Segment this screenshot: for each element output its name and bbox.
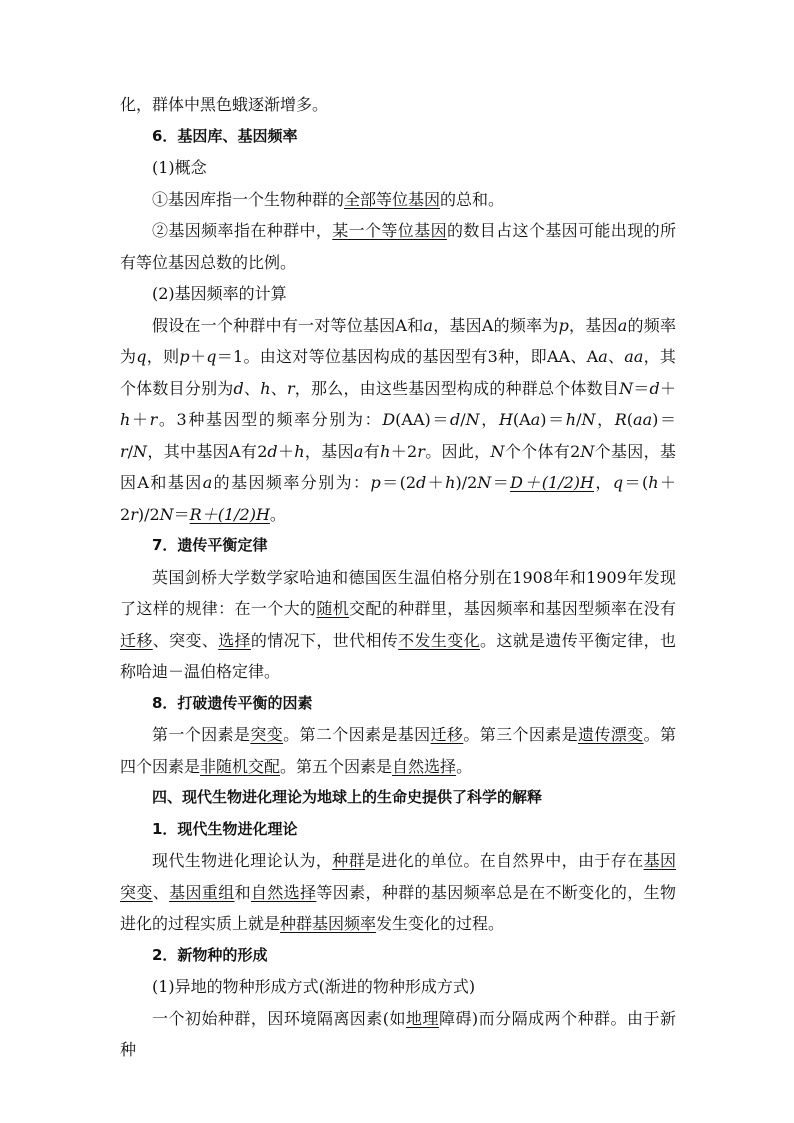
sub-heading: (1)异地的物种形成方式(渐进的物种形成方式) [152, 977, 476, 996]
text: 、突变、 [152, 630, 219, 650]
text: ＝ [633, 378, 650, 398]
text: ( [626, 410, 634, 429]
math-variable: N [490, 441, 505, 461]
section-heading: 1．现代生物进化理论 [152, 819, 298, 838]
text: 、 [243, 378, 261, 398]
text: ， [479, 410, 499, 429]
math-variable: N [133, 441, 148, 461]
text: 英国剑桥大学数学家哈迪和德国医生温伯格分别在1908年和1909年发现了这样的规律：在一个大的 [120, 567, 676, 618]
text: ，基因A的频率为 [432, 315, 559, 335]
text: )/2 [137, 504, 160, 524]
text: ＋2 [120, 473, 676, 524]
text: 一个初始种群，因环境隔离因素(如 [152, 1008, 406, 1028]
text: ， [594, 473, 613, 492]
text: 障碍)而分隔成两个种群。由于新种 [120, 1008, 676, 1059]
text: ①基因库指一个生物种群的 [152, 189, 345, 209]
math-variable: d [450, 410, 461, 429]
text: 个基因，基因A和基因 [120, 441, 676, 492]
text: / [576, 410, 582, 429]
text: ＋ [426, 473, 446, 492]
text: 的频率为 [120, 315, 676, 366]
text: ，基因 [568, 315, 618, 335]
underlined-term: 选择 [218, 630, 251, 650]
paragraph [120, 845, 676, 940]
text: ，基因 [304, 441, 354, 461]
math-variable: N [477, 473, 492, 492]
underlined-term: 种群基因频率 [280, 914, 377, 933]
math-variable: d [267, 441, 278, 461]
text: (AA)＝ [395, 410, 451, 429]
text: ＋ [277, 441, 295, 461]
text: 等因素，种群的基因频率总是在不断变化的，生物进化的过程实质上就是 [120, 882, 676, 933]
underlined-term: 非随机交配 [200, 756, 281, 776]
text: 、 [152, 882, 170, 902]
text: (A [512, 410, 531, 429]
text: 的总和。 [440, 189, 505, 209]
text: )/2 [455, 473, 478, 492]
text: ＝ [491, 473, 511, 492]
text: 个个体有2 [504, 441, 581, 461]
text: 。 [269, 504, 286, 524]
paragraph [120, 184, 676, 216]
underlined-term: 地理 [406, 1008, 439, 1028]
text: ，其中基因A有2 [147, 441, 268, 461]
text: ，其个体数目分别为 [120, 347, 676, 398]
text: ，则 [146, 347, 180, 366]
math-variable: h [260, 378, 271, 398]
text: 。第二个因素是基因 [283, 725, 431, 744]
text: 。第五个因素是 [280, 756, 393, 776]
math-variable: r [130, 504, 138, 524]
underlined-term: 某一个等位基因 [332, 221, 447, 240]
paragraph [120, 215, 676, 278]
text: 。因此， [424, 441, 491, 461]
underlined-term: 基因重组 [169, 882, 235, 902]
math-variable: R [614, 410, 627, 429]
math-variable: h [120, 410, 131, 429]
math-variable: N [159, 504, 174, 524]
underlined-term: 遗传漂变 [578, 725, 644, 744]
math-variable: h [565, 410, 577, 429]
math-variable: a [353, 441, 364, 461]
underlined-term: 全部等位基因 [344, 189, 441, 209]
math-variable: q [612, 473, 624, 492]
text: ＝ [173, 504, 190, 524]
math-variable: h [380, 441, 391, 461]
text: 。 [456, 756, 473, 776]
text: / [127, 441, 134, 461]
underlined-term: 自然选择 [250, 882, 317, 902]
calculation-paragraph [120, 310, 676, 531]
math-variable: a [617, 315, 628, 335]
text-line [120, 89, 676, 121]
text: ， [595, 410, 615, 429]
text: 现代生物进化理论认为， [152, 851, 333, 870]
underlined-term: 基因突变 [120, 851, 676, 902]
text: 。这就是遗传平衡定律，也称哈迪－温伯格定律。 [120, 630, 676, 681]
math-variable: a [202, 473, 213, 492]
text: 。第三个因素是 [463, 725, 579, 744]
math-variable: p [370, 473, 381, 492]
text: 的数目占这个基因可能出现的所有等位基因总数的比例。 [120, 221, 676, 272]
text: 的基因频率分别为： [212, 473, 371, 492]
text: ＝(2 [380, 473, 417, 492]
underlined-term: 迁移 [120, 630, 153, 650]
math-variable: d [649, 378, 660, 398]
math-variable: H [498, 410, 513, 429]
math-variable: h [294, 441, 305, 461]
text: ＋ [659, 378, 676, 398]
text: 交配的种群里，基因频率和基因型频率在没有 [349, 599, 676, 618]
text: )＝ [540, 410, 566, 429]
text: ＝( [623, 473, 649, 492]
text: / [460, 410, 466, 429]
text: 假设在一个种群中有一对等位基因A和 [152, 315, 424, 335]
text: ②基因频率指在种群中， [152, 221, 333, 240]
underlined-formula: R＋(1/2)H [189, 504, 270, 524]
math-variable: r [417, 441, 425, 461]
text: ＋2 [390, 441, 418, 461]
math-variable: D [382, 410, 396, 429]
math-variable: p [558, 315, 569, 335]
math-variable: p [179, 347, 190, 366]
math-variable: h [445, 473, 456, 492]
math-variable: N [619, 378, 634, 398]
math-variable: r [120, 441, 128, 461]
underlined-term: 随机 [316, 599, 350, 618]
text: 和 [234, 882, 251, 902]
sub-heading: (1)概念 [152, 158, 207, 177]
paragraph [120, 562, 676, 688]
math-variable: aa [633, 410, 653, 429]
math-variable: a [598, 347, 608, 366]
text: 是进化的单位。在自然界中，由于存在 [365, 851, 644, 870]
math-variable: N [581, 410, 596, 429]
math-variable: aa [624, 347, 644, 366]
text: ＋ [189, 347, 207, 366]
underlined-formula: D＋(1/2)H [510, 473, 594, 492]
math-variable: N [580, 441, 595, 461]
section-heading: 8．打破遗传平衡的因素 [152, 693, 313, 712]
text: ，那么，由这些基因型构成的种群总个体数目 [294, 378, 620, 398]
math-variable: q [206, 347, 217, 366]
math-variable: d [416, 473, 427, 492]
text: 。3种基因型的频率分别为： [157, 410, 383, 429]
sub-heading: (2)基因频率的计算 [152, 284, 287, 303]
text: 、 [607, 347, 625, 366]
underlined-term: 不发生变化 [398, 630, 480, 650]
section-heading: 7．遗传平衡定律 [152, 536, 268, 554]
text: ＋ [130, 410, 150, 429]
math-variable: h [648, 473, 659, 492]
paragraph [120, 1003, 676, 1066]
text: )＝ [652, 410, 676, 429]
paragraph [120, 719, 676, 782]
math-variable: N [465, 410, 480, 429]
math-variable: q [136, 347, 147, 366]
underlined-term: 种群 [332, 851, 366, 870]
math-variable: r [286, 378, 295, 398]
text: 的情况下，世代相传 [250, 630, 399, 650]
text: 化，群体中黑色蛾逐渐增多。 [120, 95, 329, 114]
underlined-term: 突变 [250, 725, 284, 744]
underlined-term: 自然选择 [392, 756, 457, 776]
text: 有 [363, 441, 381, 461]
chapter-heading: 四、现代生物进化理论为地球上的生命史提供了科学的解释 [152, 788, 543, 806]
section-heading: 2．新物种的形成 [152, 945, 268, 964]
underlined-term: 迁移 [430, 725, 464, 744]
text: 发生变化的过程。 [376, 914, 505, 933]
math-variable: a [530, 410, 541, 429]
math-variable: a [423, 315, 433, 335]
document-body [120, 89, 676, 1066]
math-variable: r [149, 410, 158, 429]
text: 。第四个因素是 [120, 725, 676, 776]
text: ＝1。由这对等位基因构成的基因型有3种，即AA、A [216, 347, 599, 366]
math-variable: d [233, 378, 244, 398]
text: 第一个因素是 [152, 725, 251, 744]
section-heading: 6．基因库、基因频率 [152, 126, 298, 145]
text: 、 [270, 378, 287, 398]
